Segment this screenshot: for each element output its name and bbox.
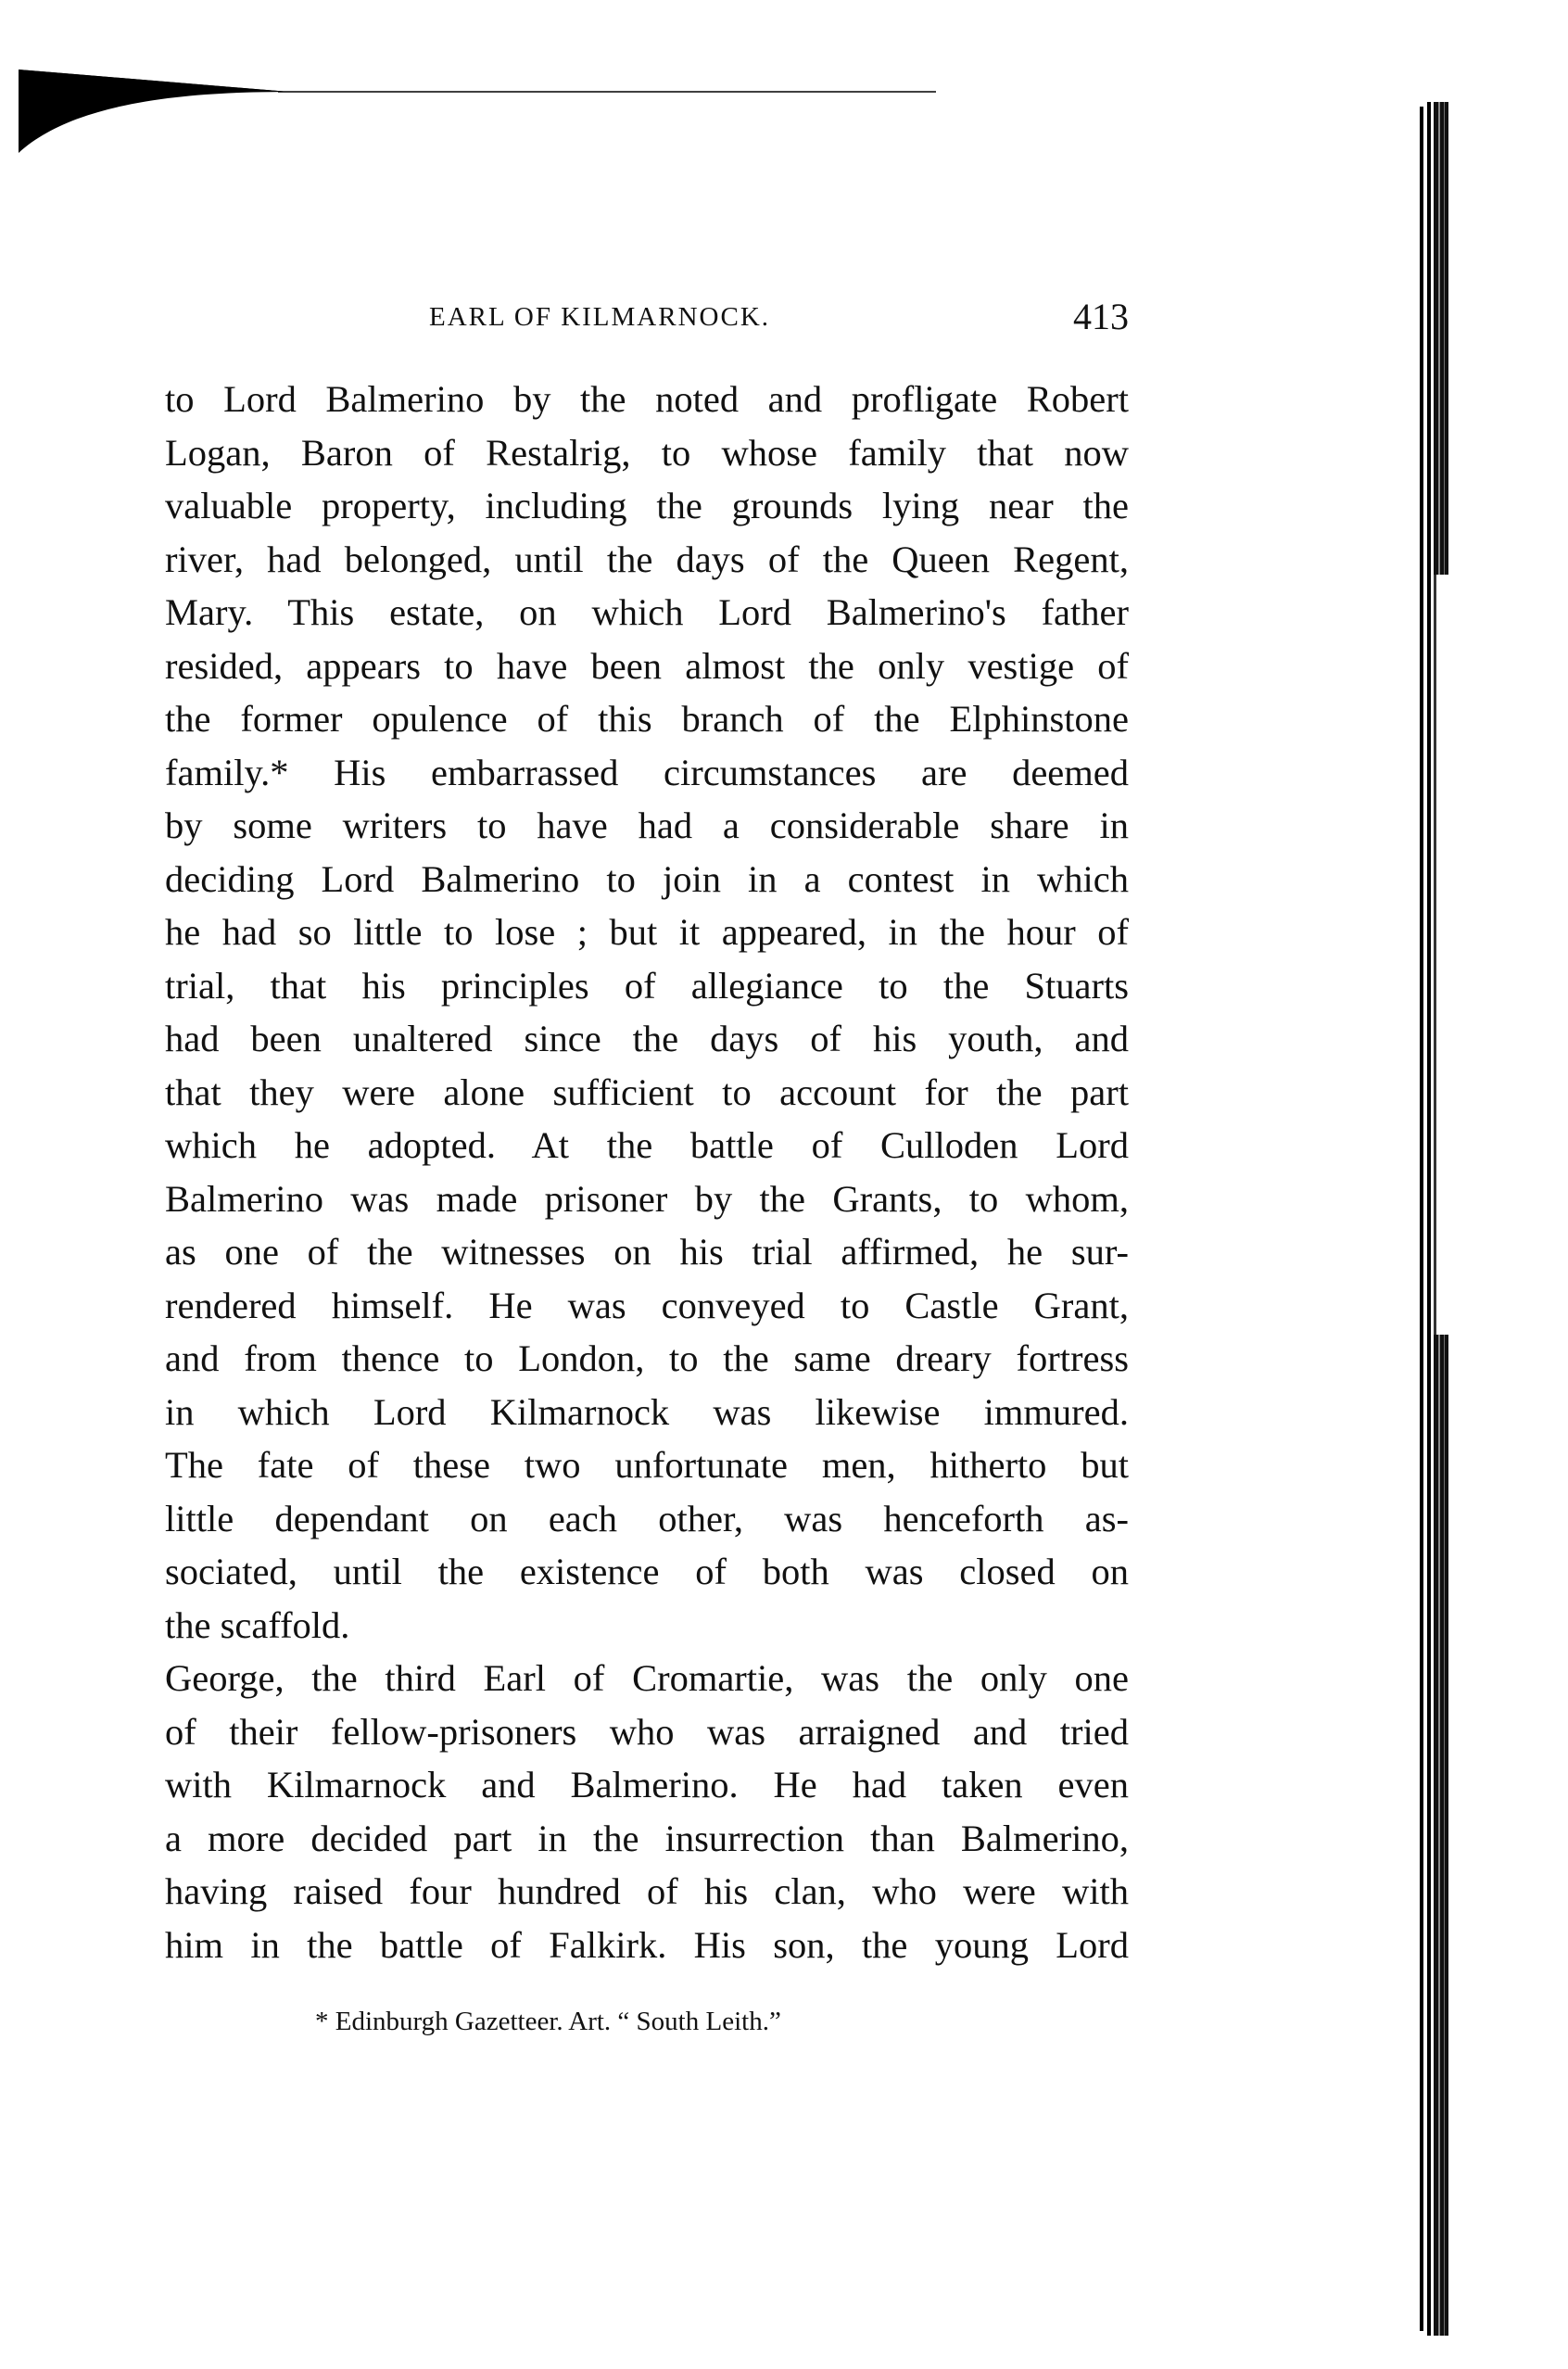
book-spine-edge [1418, 102, 1464, 2345]
page-corner-shadow [0, 0, 1568, 185]
text-line: to Lord Balmerino by the noted and profligate Robert [165, 378, 1129, 420]
text-line: resided, appears to have been almost the only vestige of [165, 644, 1129, 687]
page-number: 413 [1073, 296, 1129, 337]
paragraph [165, 373, 1129, 1652]
text-line: in which Lord Kilmarnock was likewise immured. [165, 1390, 1129, 1433]
text-line: Balmerino was made prisoner by the Grants, to whom, [165, 1177, 1129, 1220]
text-line: as one of the witnesses on his trial affirmed, he sur- [165, 1231, 1129, 1273]
text-line: family.* His embarrassed circumstances are deemed [165, 751, 1129, 793]
text-line: him in the battle of Falkirk. His son, the young Lord [165, 1923, 1129, 1966]
paragraph [165, 1652, 1129, 1971]
text-line: having raised four hundred of his clan, who were with [165, 1870, 1129, 1912]
text-line: had been unaltered since the days of his youth, and [165, 1018, 1129, 1059]
text-line: little dependant on each other, was henceforth as- [165, 1497, 1129, 1539]
text-line: rendered himself. He was conveyed to Castle Grant, [165, 1284, 1129, 1326]
footnote: * Edinburgh Gazetteer. Art. “ South Leith.” [315, 2007, 781, 2036]
text-line: by some writers to have had a considerable share in [165, 804, 1129, 846]
body-text [165, 373, 1129, 1971]
running-title: EARL OF KILMARNOCK. [429, 302, 771, 332]
text-line: deciding Lord Balmerino to join in a contest in which [165, 857, 1129, 900]
text-line: river, had belonged, until the days of the Queen Regent, [165, 538, 1129, 580]
text-line: which he adopted. At the battle of Culloden Lord [165, 1124, 1129, 1166]
text-line: sociated, until the existence of both was closed on [165, 1551, 1129, 1592]
page-header [165, 295, 1129, 341]
text-line: with Kilmarnock and Balmerino. He had taken even [165, 1764, 1129, 1805]
text-line: and from thence to London, to the same dreary fortress [165, 1337, 1129, 1379]
text-line: of their fellow-prisoners who was arraigned and tried [165, 1710, 1129, 1753]
text-line: valuable property, including the grounds lying near the [165, 485, 1129, 526]
text-line: that they were alone sufficient to account for the part [165, 1070, 1129, 1113]
text-line: he had so little to lose ; but it appeared, in the hour of [165, 911, 1129, 953]
text-line: George, the third Earl of Cromartie, was the only one [165, 1657, 1129, 1699]
text-line: the scaffold. [165, 1603, 350, 1646]
text-line: the former opulence of this branch of the Elphinstone [165, 698, 1129, 740]
text-line: Mary. This estate, on which Lord Balmerino's father [165, 591, 1129, 633]
text-line: Logan, Baron of Restalrig, to whose family that now [165, 431, 1129, 474]
text-line: trial, that his principles of allegiance to the Stuarts [165, 964, 1129, 1007]
text-line: The fate of these two unfortunate men, hitherto but [165, 1444, 1129, 1486]
text-line: a more decided part in the insurrection than Balmerino, [165, 1817, 1129, 1859]
